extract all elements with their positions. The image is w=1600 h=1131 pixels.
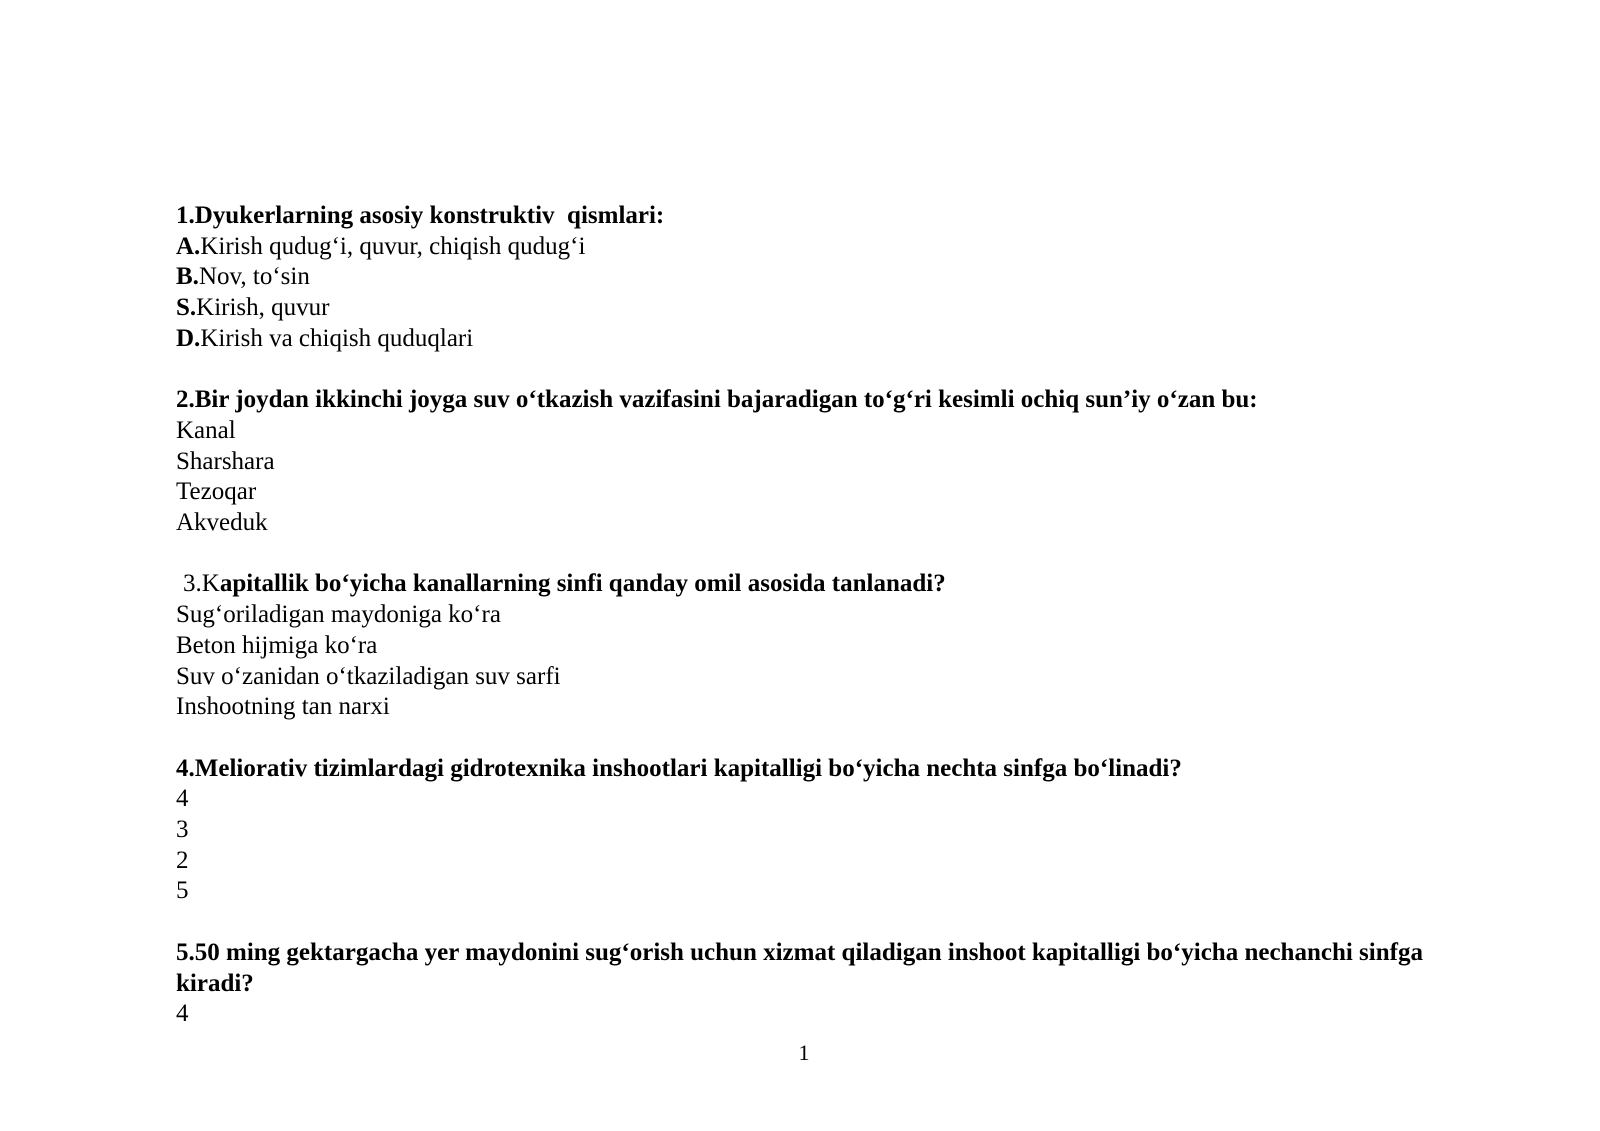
option-letter: B. [176,263,199,291]
answer-option: Sharshara [176,447,275,475]
answer-option: Inshootning tan narxi [176,693,390,721]
question-2 [176,385,1436,539]
option-text: Kirish qudug‘i, quvur, chiqish qudug‘i [200,232,586,260]
answer-option: Beton hijmiga ko‘ra [176,631,378,659]
answer-option [176,293,1436,324]
option-letter: S. [176,294,197,322]
question-4 [176,754,1436,908]
page-number: 1 [798,1040,810,1065]
question-title-rest: apitallik bo‘yicha kanallarning sinfi qanday omil asosida tanlanadi? [219,570,946,598]
option-text: Kirish, quvur [196,294,330,322]
answer-option: 4 [176,1000,189,1028]
answer-option: 3 [176,816,189,844]
answer-option: Suv o‘zanidan o‘tkaziladigan suv sarfi [176,662,561,690]
option-text: Kirish va chiqish quduqlari [200,324,474,352]
answer-option: Sug‘oriladigan maydoniga ko‘ra [176,601,501,629]
paragraph-spacer [176,355,1436,386]
answer-option: Kanal [176,416,236,444]
question-title: 2.Bir joydan ikkinchi joyga suv o‘tkazish vazifasini bajaradigan to‘g‘ri kesimli ochiq sun’iy o‘zan bu: [176,386,1258,414]
question-title: 4.Meliorativ tizimlardagi gidrotexnika inshootlari kapitalligi bo‘yicha nechta sinfga bo‘linadi? [176,754,1182,782]
answer-option [176,324,1436,355]
answer-option: 5 [176,877,189,905]
question-title [176,569,1436,600]
question-list [176,201,1436,1030]
question-title: 5.50 ming gektargacha yer maydonini sug‘orish uchun xizmat qiladigan inshoot kapitalligi bo‘yicha nechanchi sinfga kiradi? [176,938,1430,997]
answer-option: Tezoqar [176,478,257,506]
option-letter: D. [176,324,201,352]
question-3 [176,569,1436,723]
question-1 [176,201,1436,355]
option-letter: A. [176,232,201,260]
paragraph-spacer [176,539,1436,570]
paragraph-spacer [176,723,1436,754]
question-title: 1.Dyukerlarning asosiy konstruktiv qismlari: [176,202,665,229]
answer-option: 4 [176,785,189,813]
question-title-prefix: 3.K [183,570,220,598]
answer-option [176,232,1436,263]
option-text: Nov, to‘sin [198,263,310,291]
paragraph-spacer [176,907,1436,938]
answer-option: Akveduk [176,509,268,537]
answer-option [176,262,1436,293]
question-5 [176,938,1436,1030]
answer-option: 2 [176,846,189,874]
